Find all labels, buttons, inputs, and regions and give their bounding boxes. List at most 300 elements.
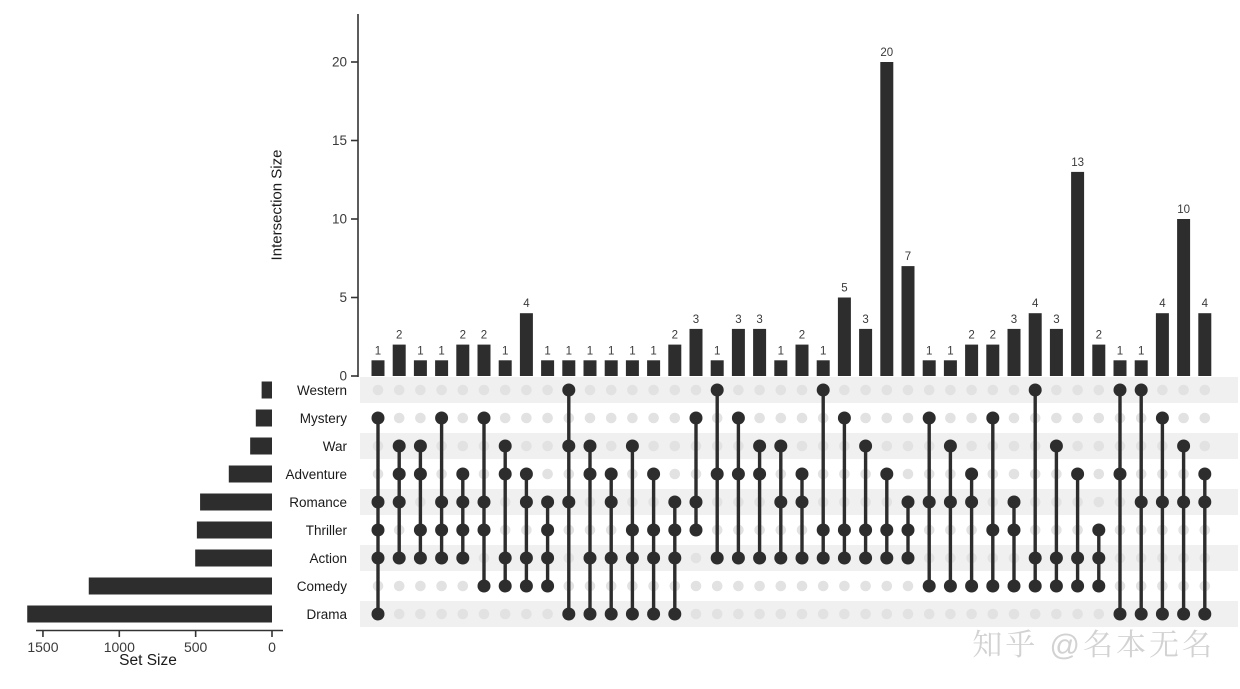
intersection-bar-value: 10 [1177, 204, 1190, 216]
matrix-dot-filled [668, 552, 681, 565]
intersection-bar-value: 1 [544, 345, 551, 358]
matrix-dot-filled [732, 412, 745, 425]
matrix-dot-filled [965, 468, 978, 481]
matrix-dot-filled [499, 552, 512, 565]
set-label: Comedy [296, 579, 347, 594]
matrix-dot-empty [860, 413, 871, 424]
intersection-bar-value: 1 [501, 345, 509, 358]
matrix-dot-empty [903, 413, 914, 424]
matrix-dot-empty [670, 469, 681, 480]
matrix-dot-filled [520, 552, 533, 565]
intersection-bar-value: 1 [607, 345, 615, 358]
intersection-bar-value: 1 [1116, 345, 1124, 358]
matrix-dot-empty [500, 609, 511, 620]
matrix-dot-filled [414, 468, 427, 481]
matrix-dot-filled [1029, 384, 1042, 397]
matrix-dot-filled [647, 524, 660, 537]
x-axis-tick-label: 1500 [27, 639, 59, 655]
matrix-dot-empty [670, 385, 681, 396]
matrix-dot-empty [394, 413, 405, 424]
matrix-dot-empty [1009, 609, 1020, 620]
matrix-dot-filled [1071, 552, 1084, 565]
matrix-dot-empty [1094, 609, 1105, 620]
matrix-dot-filled [478, 524, 491, 537]
matrix-dot-filled [456, 496, 469, 509]
watermark: 知乎 @名本无名 [972, 629, 1215, 662]
matrix-dot-filled [902, 552, 915, 565]
matrix-dot-filled [1135, 496, 1148, 509]
matrix-dot-filled [1135, 608, 1148, 621]
matrix-dot-empty [542, 469, 553, 480]
intersection-bar [372, 360, 385, 376]
matrix-dot-empty [712, 581, 723, 592]
set-label: Action [309, 551, 347, 566]
matrix-dot-empty [479, 385, 490, 396]
matrix-dot-empty [458, 413, 469, 424]
set-label: Western [296, 383, 347, 398]
intersection-bar-value: 1 [374, 345, 382, 358]
matrix-dot-empty [606, 385, 617, 396]
matrix-dot-empty [882, 609, 893, 620]
matrix-dot-filled [393, 468, 406, 481]
intersection-bar [732, 329, 745, 376]
matrix-dot-filled [732, 552, 745, 565]
matrix-dot-empty [733, 385, 744, 396]
matrix-dot-empty [1094, 497, 1105, 508]
intersection-bar-value: 1 [650, 345, 657, 358]
matrix-dot-empty [670, 413, 681, 424]
set-label: Mystery [299, 411, 347, 426]
matrix-dot-empty [458, 441, 469, 452]
matrix-dot-empty [733, 581, 744, 592]
intersection-bar-value: 2 [459, 329, 467, 342]
matrix-dot-empty [776, 413, 787, 424]
matrix-dot-filled [435, 524, 448, 537]
intersection-bar-value: 4 [1201, 298, 1209, 311]
matrix-dot-empty [458, 385, 469, 396]
matrix-dot-filled [711, 552, 724, 565]
matrix-dot-filled [1092, 552, 1105, 565]
matrix-dot-empty [945, 609, 956, 620]
intersection-bar-value: 3 [756, 313, 763, 326]
set-size-bar [200, 494, 272, 511]
matrix-dot-empty [882, 385, 893, 396]
matrix-dot-filled [1114, 608, 1127, 621]
matrix-dot-empty [924, 385, 935, 396]
matrix-dot-empty [394, 385, 405, 396]
matrix-dot-filled [393, 496, 406, 509]
matrix-dot-filled [562, 496, 575, 509]
matrix-dot-empty [1072, 385, 1083, 396]
x-axis-tick-label: 0 [268, 639, 276, 655]
matrix-dot-empty [542, 413, 553, 424]
matrix-dot-empty [1009, 385, 1020, 396]
matrix-dot-empty [882, 413, 893, 424]
matrix-dot-empty [966, 413, 977, 424]
intersection-bar [1050, 329, 1063, 376]
matrix-dot-empty [818, 609, 829, 620]
intersection-bar [774, 360, 787, 376]
set-size-bar [195, 550, 272, 567]
matrix-dot-filled [880, 468, 893, 481]
matrix-dot-filled [711, 384, 724, 397]
matrix-dot-filled [456, 524, 469, 537]
matrix-dot-filled [647, 608, 660, 621]
matrix-dot-filled [499, 580, 512, 593]
matrix-dot-filled [796, 496, 809, 509]
matrix-dot-filled [520, 496, 533, 509]
matrix-dot-empty [860, 581, 871, 592]
matrix-dot-empty [776, 581, 787, 592]
matrix-dot-empty [648, 441, 659, 452]
intersection-bar-value: 2 [1095, 329, 1103, 342]
matrix-dot-filled [1156, 608, 1169, 621]
matrix-dot-filled [435, 412, 448, 425]
matrix-dot-empty [436, 581, 447, 592]
matrix-dot-filled [923, 412, 936, 425]
matrix-dot-empty [903, 441, 914, 452]
matrix-dot-filled [1071, 580, 1084, 593]
intersection-bar-value: 3 [735, 313, 742, 326]
matrix-dot-filled [923, 496, 936, 509]
matrix-dot-empty [754, 609, 765, 620]
y-axis-tick-label: 10 [331, 211, 347, 227]
matrix-dot-filled [520, 468, 533, 481]
matrix-dot-filled [817, 384, 830, 397]
set-label: War [322, 439, 347, 454]
intersection-bar-value: 1 [819, 345, 827, 358]
matrix-dot-empty [500, 385, 511, 396]
y-axis-tick-label: 5 [339, 290, 347, 305]
matrix-dot-filled [1050, 552, 1063, 565]
intersection-bar-value: 1 [925, 345, 933, 358]
matrix-dot-empty [1072, 609, 1083, 620]
matrix-dot-empty [966, 609, 977, 620]
matrix-dot-filled [986, 412, 999, 425]
intersection-bar-value: 1 [565, 345, 573, 358]
matrix-dot-filled [372, 496, 385, 509]
matrix-dot-filled [414, 440, 427, 453]
matrix-dot-empty [839, 385, 850, 396]
matrix-dot-empty [945, 385, 956, 396]
matrix-dot-filled [965, 496, 978, 509]
matrix-dot-empty [903, 385, 914, 396]
matrix-dot-filled [372, 552, 385, 565]
matrix-dot-empty [606, 413, 617, 424]
matrix-dot-empty [733, 609, 744, 620]
matrix-dot-filled [1198, 496, 1211, 509]
matrix-dot-empty [797, 609, 808, 620]
matrix-dot-filled [1177, 440, 1190, 453]
intersection-bar-value: 2 [671, 329, 679, 342]
matrix-dot-empty [1178, 385, 1189, 396]
set-size-bar [89, 578, 272, 595]
intersection-bar [880, 62, 893, 376]
matrix-dot-empty [1009, 441, 1020, 452]
matrix-dot-empty [839, 581, 850, 592]
x-axis-tick-label: 1000 [103, 639, 135, 655]
matrix-dot-filled [859, 440, 872, 453]
matrix-dot-empty [415, 385, 426, 396]
matrix-dot-filled [562, 440, 575, 453]
matrix-dot-filled [456, 552, 469, 565]
intersection-bar [668, 345, 681, 376]
intersection-bar-value: 1 [947, 345, 954, 358]
matrix-dot-empty [712, 609, 723, 620]
matrix-dot-filled [1177, 496, 1190, 509]
matrix-dot-empty [458, 581, 469, 592]
matrix-dot-filled [647, 552, 660, 565]
intersection-bar-value: 3 [1010, 313, 1018, 326]
matrix-dot-filled [584, 468, 597, 481]
intersection-bar-value: 1 [417, 345, 424, 358]
matrix-dot-filled [796, 468, 809, 481]
matrix-dot-filled [944, 496, 957, 509]
matrix-dot-filled [626, 524, 639, 537]
matrix-dot-empty [415, 609, 426, 620]
matrix-dot-empty [691, 609, 702, 620]
matrix-dot-filled [690, 524, 703, 537]
intersection-bar [499, 360, 512, 376]
matrix-dot-filled [626, 440, 639, 453]
matrix-dot-filled [1198, 608, 1211, 621]
intersection-bar-value: 1 [1137, 345, 1145, 358]
intersection-bar [456, 345, 469, 376]
matrix-dot-empty [754, 413, 765, 424]
matrix-dot-filled [605, 468, 618, 481]
matrix-dot-filled [859, 524, 872, 537]
matrix-dot-filled [1071, 468, 1084, 481]
intersection-bar [626, 360, 639, 376]
matrix-dot-filled [880, 524, 893, 537]
matrix-dot-empty [1051, 413, 1062, 424]
matrix-dot-filled [923, 580, 936, 593]
matrix-dot-filled [456, 468, 469, 481]
matrix-dot-filled [1135, 384, 1148, 397]
matrix-dot-empty [1094, 385, 1105, 396]
matrix-dot-empty [966, 385, 977, 396]
matrix-dot-empty [1009, 413, 1020, 424]
matrix-dot-filled [499, 440, 512, 453]
matrix-dot-filled [1156, 412, 1169, 425]
matrix-dot-empty [1072, 441, 1083, 452]
matrix-dot-filled [944, 440, 957, 453]
intersection-bar-value: 4 [523, 298, 530, 311]
matrix-dot-filled [774, 496, 787, 509]
matrix-dot-empty [542, 609, 553, 620]
matrix-dot-empty [648, 413, 659, 424]
intersection-bar [753, 329, 766, 376]
matrix-dot-filled [478, 412, 491, 425]
intersection-bar [1156, 313, 1169, 376]
intersection-bar-value: 4 [1031, 298, 1039, 311]
intersection-bar [435, 360, 448, 376]
matrix-dot-filled [1008, 524, 1021, 537]
matrix-dot-filled [478, 580, 491, 593]
matrix-dot-empty [903, 609, 914, 620]
matrix-dot-filled [1198, 468, 1211, 481]
intersection-bar [838, 298, 851, 377]
matrix-dot-empty [436, 609, 447, 620]
matrix-dot-filled [965, 580, 978, 593]
intersection-bar [605, 360, 618, 376]
matrix-dot-empty [670, 441, 681, 452]
matrix-dot-filled [1156, 496, 1169, 509]
matrix-dot-filled [605, 552, 618, 565]
matrix-dot-empty [1094, 413, 1105, 424]
matrix-dot-filled [1029, 580, 1042, 593]
matrix-dot-empty [776, 609, 787, 620]
intersection-bar-value: 1 [629, 345, 636, 358]
intersection-bar [690, 329, 703, 376]
matrix-dot-empty [966, 441, 977, 452]
matrix-dot-filled [690, 412, 703, 425]
intersection-bar-value: 7 [904, 251, 912, 264]
intersection-bar [817, 360, 830, 376]
matrix-dot-filled [838, 552, 851, 565]
matrix-dot-filled [478, 496, 491, 509]
matrix-dot-empty [797, 385, 808, 396]
set-size-bar [250, 438, 272, 455]
set-size-bar [229, 466, 272, 483]
intersection-bar [1029, 313, 1042, 376]
matrix-dot-filled [1114, 384, 1127, 397]
matrix-dot-filled [774, 552, 787, 565]
matrix-dot-filled [753, 468, 766, 481]
matrix-dot-filled [605, 496, 618, 509]
matrix-dot-empty [797, 441, 808, 452]
intersection-bar-value: 2 [395, 329, 403, 342]
matrix-dot-empty [988, 609, 999, 620]
intersection-bar [1177, 219, 1190, 376]
intersection-bar [1092, 345, 1105, 376]
matrix-dot-filled [626, 608, 639, 621]
matrix-dot-empty [521, 385, 532, 396]
matrix-dot-empty [839, 609, 850, 620]
matrix-dot-filled [541, 524, 554, 537]
matrix-dot-empty [860, 385, 871, 396]
x-axis-tick-label: 500 [183, 639, 208, 655]
matrix-dot-filled [541, 496, 554, 509]
matrix-dot-filled [584, 608, 597, 621]
matrix-dot-empty [691, 385, 702, 396]
y-axis-tick-label: 20 [331, 54, 347, 70]
intersection-bar [859, 329, 872, 376]
intersection-bar-value: 3 [862, 313, 869, 326]
matrix-dot-empty [860, 609, 871, 620]
set-label: Thriller [305, 523, 347, 538]
matrix-dot-filled [393, 552, 406, 565]
intersection-bar-value: 2 [968, 329, 975, 342]
set-label: Romance [289, 495, 347, 510]
matrix-dot-empty [542, 441, 553, 452]
matrix-dot-empty [903, 469, 914, 480]
matrix-dot-filled [668, 524, 681, 537]
matrix-dot-filled [1050, 580, 1063, 593]
intersection-bar [541, 360, 554, 376]
matrix-dot-filled [732, 468, 745, 481]
matrix-dot-empty [373, 385, 384, 396]
intersection-bar-value: 2 [480, 329, 488, 342]
matrix-dot-filled [711, 468, 724, 481]
intersection-bar [414, 360, 427, 376]
matrix-dot-empty [627, 413, 638, 424]
intersection-bar [944, 360, 957, 376]
matrix-dot-filled [902, 496, 915, 509]
matrix-dot-empty [924, 609, 935, 620]
set-size-bar [256, 410, 272, 427]
matrix-dot-filled [753, 552, 766, 565]
matrix-dot-filled [520, 580, 533, 593]
matrix-dot-filled [372, 412, 385, 425]
set-size-axis-label: Set Size [119, 652, 177, 669]
matrix-dot-empty [797, 581, 808, 592]
matrix-dot-filled [647, 468, 660, 481]
matrix-dot-filled [414, 524, 427, 537]
matrix-dot-filled [859, 552, 872, 565]
intersection-bar [478, 345, 491, 376]
matrix-dot-empty [691, 581, 702, 592]
intersection-bar [1071, 172, 1084, 376]
matrix-dot-filled [1008, 580, 1021, 593]
matrix-dot-filled [562, 608, 575, 621]
set-size-bar [197, 522, 272, 539]
matrix-dot-empty [415, 413, 426, 424]
matrix-dot-empty [394, 609, 405, 620]
matrix-dot-empty [542, 385, 553, 396]
intersection-bar [1114, 360, 1127, 376]
matrix-dot-filled [435, 496, 448, 509]
matrix-dot-empty [882, 441, 893, 452]
matrix-dot-empty [627, 385, 638, 396]
matrix-dot-empty [606, 441, 617, 452]
intersection-bar-value: 3 [1053, 313, 1060, 326]
matrix-dot-filled [986, 580, 999, 593]
intersection-bar-value: 4 [1159, 298, 1166, 311]
matrix-dot-empty [521, 413, 532, 424]
matrix-dot-filled [435, 552, 448, 565]
matrix-dot-empty [1157, 385, 1168, 396]
intersection-bar-value: 5 [841, 282, 848, 295]
matrix-dot-filled [605, 608, 618, 621]
intersection-bar-value: 1 [586, 345, 594, 358]
matrix-dot-empty [521, 609, 532, 620]
intersection-bar-value: 13 [1071, 156, 1084, 169]
matrix-dot-empty [479, 609, 490, 620]
matrix-dot-filled [668, 496, 681, 509]
intersection-bar-value: 2 [798, 329, 806, 342]
intersection-bar [986, 345, 999, 376]
matrix-dot-filled [753, 440, 766, 453]
intersection-bar-value: 3 [692, 313, 700, 326]
matrix-dot-filled [817, 524, 830, 537]
matrix-dot-empty [1200, 441, 1211, 452]
matrix-dot-filled [838, 524, 851, 537]
set-size-bar [27, 606, 272, 623]
matrix-dot-empty [882, 581, 893, 592]
matrix-dot-empty [1200, 385, 1211, 396]
intersection-bar [902, 266, 915, 376]
intersection-bar [584, 360, 597, 376]
matrix-dot-filled [1029, 552, 1042, 565]
intersection-bar [647, 360, 660, 376]
matrix-dot-filled [817, 552, 830, 565]
matrix-dot-filled [902, 524, 915, 537]
matrix-dot-filled [414, 552, 427, 565]
matrix-dot-empty [1178, 413, 1189, 424]
intersection-bar [1135, 360, 1148, 376]
matrix-dot-filled [541, 580, 554, 593]
